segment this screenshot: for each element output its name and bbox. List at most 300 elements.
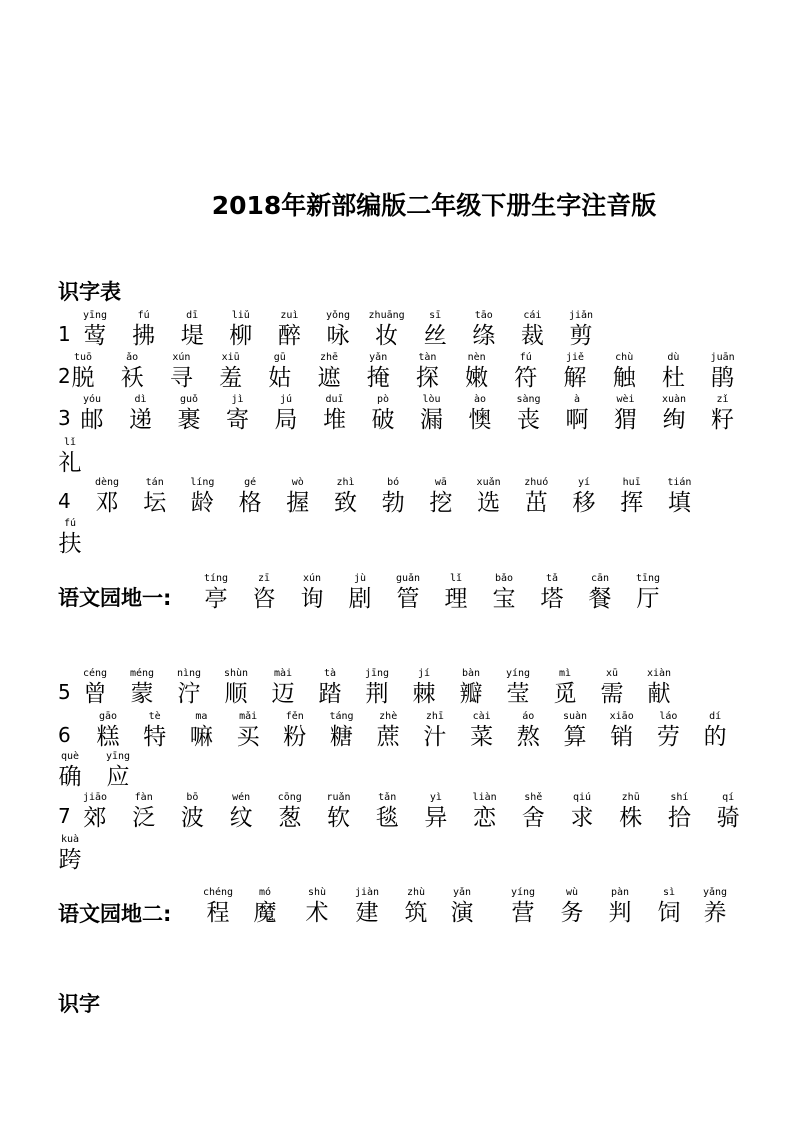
hanzi-character: 应 (106, 764, 130, 790)
character-cell (603, 792, 659, 832)
heading-yuandi-1: 语文园地一: (58, 586, 172, 610)
character-cell (311, 792, 367, 832)
pinyin-label: xiū (221, 352, 240, 363)
hanzi-character: 迈 (271, 681, 295, 707)
pinyin-label: zhì (336, 477, 355, 488)
pinyin-label: ào (473, 394, 487, 405)
character-cell (504, 310, 560, 350)
hanzi-character: 移 (572, 490, 596, 516)
character-cell (339, 887, 395, 927)
row-number: 6 (58, 723, 71, 747)
pinyin-label: yǎn (369, 352, 388, 363)
pinyin-label: jú (279, 394, 293, 405)
character-cell (596, 352, 652, 392)
hanzi-character: 粉 (283, 724, 307, 750)
hanzi-character: 棘 (412, 681, 436, 707)
pinyin-label: zhū (621, 792, 640, 803)
pinyin-label: cān (590, 573, 610, 584)
hanzi-character: 异 (424, 805, 448, 831)
pinyin-label: yǎn (452, 887, 472, 898)
pinyin-label: yǒng (325, 310, 351, 321)
hanzi-character: 建 (355, 900, 379, 926)
character-cell (687, 887, 743, 927)
hanzi-character: 魔 (253, 900, 277, 926)
character-cell (592, 887, 648, 927)
pinyin-label: tuō (73, 352, 93, 363)
character-cell (695, 394, 751, 434)
pinyin-label: jiǎn (568, 310, 594, 321)
pinyin-label: shě (524, 792, 543, 803)
hanzi-character: 袄 (120, 365, 144, 391)
hanzi-character: 营 (511, 900, 535, 926)
pinyin-label: zǐ (716, 394, 729, 405)
pinyin-label: gé (244, 477, 257, 488)
character-cell (252, 352, 308, 392)
character-cell (505, 792, 561, 832)
hanzi-character: 术 (305, 900, 329, 926)
pinyin-label: jì (231, 394, 244, 405)
character-cell (67, 310, 123, 350)
character-cell (457, 792, 513, 832)
character-cell (620, 573, 676, 613)
pinyin-label: wù (565, 887, 579, 898)
character-cell (301, 352, 357, 392)
pinyin-label: pàn (610, 887, 630, 898)
pinyin-label: xuǎn (476, 477, 501, 488)
pinyin-label: chéng (202, 887, 234, 898)
character-cell (153, 352, 209, 392)
hanzi-character: 曾 (83, 681, 107, 707)
pinyin-label: jí (417, 668, 431, 679)
character-cell (407, 310, 463, 350)
pinyin-label: mì (558, 668, 572, 679)
pinyin-label: sī (429, 310, 442, 321)
pinyin-label: mó (258, 887, 272, 898)
pinyin-label: áo (522, 711, 535, 722)
pinyin-label: zhè (379, 711, 398, 722)
pinyin-label: xún (302, 573, 322, 584)
pinyin-label: huī (622, 477, 641, 488)
hanzi-character: 劳 (656, 724, 680, 750)
character-cell (651, 792, 707, 832)
pinyin-label: qí (722, 792, 735, 803)
hanzi-character: 确 (58, 764, 82, 790)
hanzi-character: 泛 (132, 805, 156, 831)
hanzi-character: 波 (180, 805, 204, 831)
pinyin-label: táng (329, 711, 354, 722)
hanzi-character: 毯 (375, 805, 399, 831)
pinyin-label: dí (709, 711, 722, 722)
hanzi-character: 觅 (553, 681, 577, 707)
pinyin-label: xiàn (646, 668, 672, 679)
hanzi-character: 特 (143, 724, 167, 750)
hanzi-character: 杜 (661, 365, 685, 391)
row-number: 1 (58, 322, 71, 346)
pinyin-label: zī (257, 573, 271, 584)
row-number: 7 (58, 804, 71, 828)
pinyin-label: yīng (105, 751, 131, 762)
hanzi-character: 踏 (318, 681, 342, 707)
pinyin-label: chù (615, 352, 634, 363)
character-cell (310, 310, 366, 350)
character-cell (554, 792, 610, 832)
character-cell (237, 887, 293, 927)
pinyin-label: ruǎn (326, 792, 351, 803)
pinyin-label: tàn (418, 352, 437, 363)
character-cell (213, 792, 269, 832)
pinyin-label: kuà (60, 834, 80, 845)
hanzi-character: 荆 (365, 681, 389, 707)
pinyin-label: yíng (510, 887, 536, 898)
hanzi-character: 羞 (219, 365, 243, 391)
hanzi-character: 需 (600, 681, 624, 707)
character-cell (456, 310, 512, 350)
hanzi-character: 糖 (330, 724, 353, 750)
pinyin-label: sàng (516, 394, 541, 405)
hanzi-character: 询 (300, 586, 324, 612)
pinyin-label: yǎng (702, 887, 728, 898)
hanzi-character: 挖 (429, 490, 453, 516)
pinyin-label: lǐ (449, 573, 463, 584)
character-cell (350, 352, 406, 392)
pinyin-label: jù (353, 573, 367, 584)
hanzi-character: 掩 (366, 365, 390, 391)
character-cell (631, 668, 687, 708)
pinyin-label: à (573, 394, 581, 405)
character-cell (498, 352, 554, 392)
hanzi-character: 填 (667, 490, 691, 516)
hanzi-character: 符 (514, 365, 538, 391)
character-cell (359, 310, 415, 350)
pinyin-label: zhuāng (368, 310, 405, 321)
hanzi-character: 礼 (58, 450, 82, 476)
hanzi-character: 选 (477, 490, 501, 516)
hanzi-character: 漏 (420, 407, 443, 433)
pinyin-label: méng (129, 668, 155, 679)
pinyin-label: líng (190, 477, 215, 488)
hanzi-character: 裁 (520, 323, 544, 349)
pinyin-label: bǎo (494, 573, 514, 584)
character-cell (700, 792, 756, 832)
character-cell (547, 352, 603, 392)
hanzi-character: 籽 (711, 407, 734, 433)
character-cell (55, 352, 111, 392)
pinyin-label: dī (186, 310, 199, 321)
pinyin-label: duī (325, 394, 344, 405)
pinyin-label: gū (273, 352, 286, 363)
hanzi-character: 探 (415, 365, 439, 391)
character-cell (434, 887, 490, 927)
pinyin-label: dì (134, 394, 147, 405)
pinyin-label: fú (137, 310, 150, 321)
hanzi-character: 柳 (229, 323, 253, 349)
pinyin-label: shùn (223, 668, 249, 679)
hanzi-character: 丝 (423, 323, 447, 349)
pinyin-label: juān (710, 352, 735, 363)
hanzi-character: 理 (444, 586, 468, 612)
character-cell (695, 352, 751, 392)
hanzi-character: 龄 (190, 490, 214, 516)
hanzi-character: 莺 (83, 323, 107, 349)
pinyin-label: yīng (82, 310, 108, 321)
pinyin-label: láo (659, 711, 678, 722)
pinyin-label: mài (273, 668, 293, 679)
pinyin-label: xuàn (661, 394, 687, 405)
pinyin-label: zhuó (524, 477, 549, 488)
hanzi-character: 递 (129, 407, 152, 433)
hanzi-character: 醉 (277, 323, 301, 349)
hanzi-character: 纹 (229, 805, 253, 831)
hanzi-character: 献 (647, 681, 671, 707)
hanzi-character: 破 (371, 407, 395, 433)
hanzi-character: 销 (610, 724, 634, 750)
character-cell-wrapped (42, 834, 98, 874)
hanzi-character: 脱 (71, 365, 95, 391)
pinyin-label: yíng (505, 668, 531, 679)
hanzi-character: 软 (327, 805, 350, 831)
pinyin-label: suàn (562, 711, 588, 722)
hanzi-character: 寄 (226, 407, 249, 433)
hanzi-character: 邮 (80, 407, 104, 433)
pinyin-label: fú (63, 518, 77, 529)
hanzi-character: 算 (563, 724, 587, 750)
pinyin-label: ma (195, 711, 208, 722)
hanzi-character: 亭 (204, 586, 228, 612)
pinyin-label: shù (307, 887, 327, 898)
pinyin-label: bó (387, 477, 400, 488)
pinyin-label: xū (605, 668, 619, 679)
pinyin-label: nìng (176, 668, 202, 679)
hanzi-character: 筑 (404, 900, 428, 926)
pinyin-label: guǒ (179, 394, 199, 405)
pinyin-label: gāo (98, 711, 118, 722)
hanzi-character: 剪 (569, 323, 593, 349)
hanzi-character: 舍 (521, 805, 545, 831)
pinyin-label: wén (232, 792, 251, 803)
hanzi-character: 局 (274, 407, 298, 433)
hanzi-character: 嫩 (465, 365, 489, 391)
pinyin-label: wò (291, 477, 304, 488)
hanzi-character: 糕 (96, 724, 120, 750)
hanzi-character: 汁 (423, 724, 447, 750)
hanzi-character: 嘛 (189, 724, 213, 750)
pinyin-label: guǎn (395, 573, 421, 584)
pinyin-label: wèi (616, 394, 635, 405)
pinyin-label: yóu (82, 394, 102, 405)
pinyin-label: dù (667, 352, 680, 363)
hanzi-character: 触 (612, 365, 636, 391)
hanzi-character: 葱 (278, 805, 302, 831)
hanzi-character: 坛 (143, 490, 167, 516)
heading-yuandi-2: 语文园地二: (58, 902, 172, 926)
character-cell (116, 792, 172, 832)
character-cell-wrapped (42, 518, 98, 558)
character-cell (408, 792, 464, 832)
pinyin-label: nèn (467, 352, 486, 363)
hanzi-character: 猬 (614, 407, 637, 433)
pinyin-label: sì (662, 887, 676, 898)
hanzi-character: 宝 (492, 586, 516, 612)
character-cell (687, 711, 743, 751)
hanzi-character: 饲 (657, 900, 681, 926)
hanzi-character: 菜 (470, 724, 494, 750)
hanzi-character: 蒙 (130, 681, 154, 707)
hanzi-character: 绦 (472, 323, 496, 349)
character-cell-wrapped (90, 751, 146, 791)
character-cell (262, 792, 318, 832)
pinyin-label: yì (429, 792, 442, 803)
pinyin-label: jīng (364, 668, 390, 679)
pinyin-label: dèng (94, 477, 120, 488)
character-cell (359, 792, 415, 832)
pinyin-label: tāo (474, 310, 493, 321)
pinyin-label: tián (667, 477, 692, 488)
hanzi-character: 餐 (588, 586, 612, 612)
hanzi-character: 求 (570, 805, 594, 831)
character-cell (203, 352, 259, 392)
hanzi-character: 管 (396, 586, 420, 612)
pinyin-label: bō (186, 792, 199, 803)
hanzi-character: 懊 (468, 407, 492, 433)
pinyin-label: zhù (406, 887, 426, 898)
hanzi-character: 裹 (177, 407, 201, 433)
hanzi-character: 泞 (177, 681, 201, 707)
hanzi-character: 堤 (180, 323, 204, 349)
pinyin-label: què (60, 751, 80, 762)
hanzi-character: 务 (560, 900, 584, 926)
hanzi-character: 致 (334, 490, 357, 516)
hanzi-character: 丧 (517, 407, 540, 433)
hanzi-character: 顺 (224, 681, 248, 707)
pinyin-label: zhē (319, 352, 339, 363)
pinyin-label: zuì (280, 310, 299, 321)
pinyin-label: jiāo (82, 792, 108, 803)
hanzi-character: 熬 (516, 724, 540, 750)
hanzi-character: 握 (286, 490, 310, 516)
hanzi-character: 妆 (375, 323, 399, 349)
row-number: 5 (58, 680, 71, 704)
hanzi-character: 姑 (268, 365, 292, 391)
pinyin-label: tīng (635, 573, 661, 584)
character-cell (164, 792, 220, 832)
hanzi-character: 株 (619, 805, 643, 831)
character-cell (495, 887, 551, 927)
hanzi-character: 莹 (506, 681, 530, 707)
pinyin-label: tíng (203, 573, 229, 584)
pinyin-label: bàn (461, 668, 481, 679)
section-heading-shizi: 识字 (58, 992, 100, 1016)
hanzi-character: 瓣 (459, 681, 483, 707)
pinyin-label: yí (577, 477, 591, 488)
hanzi-character: 绚 (662, 407, 686, 433)
hanzi-character: 跨 (58, 847, 82, 873)
character-cell (261, 310, 317, 350)
pinyin-label: jiě (565, 352, 585, 363)
character-cell (67, 792, 123, 832)
row-number: 4 (58, 489, 71, 513)
character-cell (449, 352, 505, 392)
pinyin-label: liǔ (231, 310, 250, 321)
hanzi-character: 蔗 (376, 724, 400, 750)
hanzi-character: 判 (608, 900, 632, 926)
pinyin-label: lǐ (63, 437, 77, 448)
pinyin-label: fěn (285, 711, 304, 722)
pinyin-label: zhī (425, 711, 444, 722)
hanzi-character: 扶 (58, 531, 82, 557)
pinyin-label: shí (670, 792, 689, 803)
hanzi-character: 程 (206, 900, 230, 926)
hanzi-character: 郊 (83, 805, 107, 831)
pinyin-label: liàn (472, 792, 497, 803)
hanzi-character: 剧 (348, 586, 372, 612)
hanzi-character: 养 (703, 900, 727, 926)
hanzi-character: 咨 (252, 586, 276, 612)
pinyin-label: cōng (277, 792, 302, 803)
hanzi-character: 拾 (667, 805, 691, 831)
pinyin-label: fàn (134, 792, 153, 803)
section-heading-shizibiao: 识字表 (58, 280, 121, 304)
character-cell (289, 887, 345, 927)
hanzi-character: 买 (236, 724, 260, 750)
pinyin-label: tà (323, 668, 337, 679)
hanzi-character: 邓 (95, 490, 119, 516)
hanzi-character: 拂 (132, 323, 156, 349)
hanzi-character: 勃 (381, 490, 405, 516)
pinyin-label: tǎ (545, 573, 559, 584)
pinyin-label: mǎi (239, 711, 258, 722)
hanzi-character: 骑 (716, 805, 740, 831)
character-cell (116, 310, 172, 350)
hanzi-character: 咏 (326, 323, 350, 349)
page-title: 2018年新部编版二年级下册生字注音版 (211, 191, 657, 220)
pinyin-label: tǎn (378, 792, 397, 803)
hanzi-character: 厅 (636, 586, 660, 612)
pinyin-label: pò (376, 394, 390, 405)
hanzi-character: 啊 (565, 407, 589, 433)
character-cell (651, 477, 707, 517)
pinyin-label: wā (434, 477, 447, 488)
hanzi-character: 演 (450, 900, 474, 926)
character-cell (104, 352, 160, 392)
pinyin-label: cái (523, 310, 542, 321)
hanzi-character: 遮 (317, 365, 341, 391)
hanzi-character: 格 (238, 490, 262, 516)
row-number: 3 (58, 406, 71, 430)
hanzi-character: 寻 (169, 365, 193, 391)
pinyin-label: tán (145, 477, 164, 488)
character-cell (399, 352, 455, 392)
row-number: 2 (58, 364, 71, 388)
pinyin-label: tè (148, 711, 161, 722)
character-cell-wrapped (42, 437, 98, 477)
hanzi-character: 堆 (323, 407, 346, 433)
character-cell (213, 310, 269, 350)
character-cell (164, 310, 220, 350)
pinyin-label: xún (172, 352, 191, 363)
hanzi-character: 恋 (473, 805, 497, 831)
character-cell (645, 352, 701, 392)
hanzi-character: 挥 (620, 490, 644, 516)
pinyin-label: cài (472, 711, 491, 722)
hanzi-character: 茁 (524, 490, 548, 516)
pinyin-label: xiāo (609, 711, 634, 722)
pinyin-label: céng (82, 668, 108, 679)
character-cell (553, 310, 609, 350)
hanzi-character: 解 (563, 365, 587, 391)
hanzi-character: 塔 (540, 586, 564, 612)
pinyin-label: fú (519, 352, 532, 363)
pinyin-label: lòu (422, 394, 441, 405)
